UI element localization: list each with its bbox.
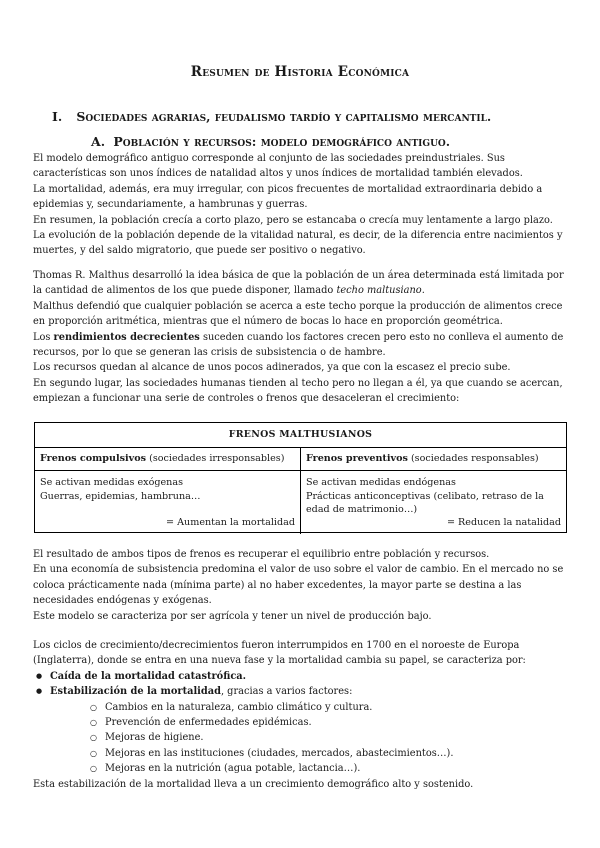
section-title: Sociedades agrarias, feudalismo tardío y capitalismo mercantil. bbox=[76, 109, 492, 124]
techo-maltusiano-term: techo maltusiano bbox=[336, 285, 422, 297]
cell-frenos-compulsivos bbox=[35, 471, 300, 534]
rendimientos-term: rendimientos decrecientes bbox=[53, 331, 200, 343]
body-paragraph: El resultado de ambos tipos de frenos es recuperar el equilibrio entre población y recursos. bbox=[33, 549, 490, 560]
malthus-paragraph: Malthus defendió que cualquier población se acerca a este techo porque la producción de alimentos crece en proporción aritmética, mientras que el número de bocas lo hace en proporción geométrica. bbox=[33, 300, 563, 328]
intro-paragraph: La mortalidad, además, era muy irregular, con picos frecuentes de mortalidad extraordinaria debido a epidemias y, secundariamente, a hambrunas y guerras. bbox=[33, 183, 543, 211]
malthus-paragraph: En segundo lugar, las sociedades humanas tienden al techo pero no llegan a él, ya que cuando se acercan, empiezan a funcionar una serie de controles o frenos que desaceleran el crecimiento: bbox=[33, 377, 563, 405]
sub-list-item: ○ Cambios en la naturaleza, cambio climático y cultura. bbox=[50, 700, 569, 715]
malthus-paragraph: Los recursos quedan al alcance de unos pocos adinerados, ya que con la escasez el precio sube. bbox=[33, 362, 511, 374]
cell-line: Prácticas anticonceptivas (celibato, retraso de la edad de matrimonio…) bbox=[306, 490, 544, 515]
cycles-block bbox=[33, 638, 569, 792]
factors-list bbox=[50, 700, 569, 777]
sub-list-item: ○ Mejoras en las instituciones (ciudades, mercados, abastecimientos…). bbox=[50, 746, 569, 761]
intro-block bbox=[33, 151, 569, 259]
rendimientos-paragraph: Los rendimientos decrecientes suceden cuando los factores crecen pero esto no conlleva el aumento de recursos, por lo que se generan las crisis de subsistencia o de hambre. bbox=[33, 331, 564, 359]
section-number: I. bbox=[52, 109, 63, 124]
intro-paragraph: El modelo demográfico antiguo corresponde al conjunto de las sociedades preindustriales. Sus características son unos índices de natalidad altos y unos índices de mortalidad también elevados. bbox=[33, 153, 523, 180]
list-item: ● Estabilización de la mortalidad, gracias a varios factores: ○ Cambios en la naturaleza, cambio climático y cultura. ○ Prevención de enfermedades epidémicas. ○ Mejoras de higiene. ○ Mejoras en las instituciones (ciudades, mercados, abastecimientos…). ○ Mejoras en la nutrición (agua potable, lactancia…). bbox=[33, 684, 569, 776]
cell-frenos-preventivos bbox=[300, 471, 566, 534]
characteristics-list bbox=[33, 669, 569, 777]
closing-paragraph: Esta estabilización de la mortalidad lleva a un crecimiento demográfico alto y sostenido. bbox=[33, 778, 474, 790]
document-title: Resumen de Historia Económica bbox=[190, 64, 410, 80]
cell-line: Guerras, epidemias, hambruna… bbox=[40, 490, 201, 502]
body-paragraph: En una economía de subsistencia predomina el valor de uso sobre el valor de cambio. En el mercado no se coloca prácticamente nada (mínima parte) al no haber excedentes, la mayor parte se destina a las necesidades endógenas y exógenas. bbox=[33, 564, 564, 607]
after-table-block bbox=[33, 547, 569, 624]
intro-paragraph: La evolución de la población depende de la vitalidad natural, es decir, de la diferencia entre nacimientos y muertes, y del saldo migratorio, que puede ser positivo o negativo. bbox=[33, 230, 563, 257]
sub-list-item: ○ Prevención de enfermedades epidémicas. bbox=[50, 715, 569, 730]
sub-list-item: ○ Mejoras de higiene. bbox=[50, 730, 569, 745]
header-frenos-preventivos: Frenos preventivos (sociedades responsables) bbox=[300, 448, 566, 470]
frenos-table bbox=[34, 422, 567, 533]
cycles-intro: Los ciclos de crecimiento/decrecimientos fueron interrumpidos en 1700 en el noroeste de Europa (Inglaterra), donde se entra en una nueva fase y la mortalidad cambia su papel, se caracteriza por: bbox=[33, 640, 526, 667]
cell-result: = Reducen la natalidad bbox=[446, 516, 561, 528]
list-item: ● Caída de la mortalidad catastrófica. bbox=[33, 669, 569, 684]
intro-paragraph: En resumen, la población crecía a corto plazo, pero se estancaba o crecía muy lentamente a largo plazo. bbox=[33, 214, 553, 226]
cell-line: Se activan medidas exógenas bbox=[40, 477, 184, 488]
table-body-row bbox=[35, 471, 566, 534]
malthus-paragraph: Thomas R. Malthus desarrolló la idea básica de que la población de un área determinada está limitada por la cantidad de alimentos de los que puede disponer, llamado techo maltusiano. bbox=[33, 270, 564, 297]
cell-result: = Aumentan la mortalidad bbox=[166, 516, 295, 528]
subsection-number: A. bbox=[91, 134, 106, 149]
header-frenos-compulsivos: Frenos compulsivos (sociedades irresponsables) bbox=[40, 453, 285, 464]
sub-list-item: ○ Mejoras en la nutrición (agua potable, lactancia…). bbox=[50, 761, 569, 776]
table-title: FRENOS MALTHUSIANOS bbox=[35, 423, 566, 448]
body-paragraph: Este modelo se caracteriza por ser agrícola y tener un nivel de producción bajo. bbox=[33, 610, 432, 622]
subsection-heading bbox=[91, 134, 450, 149]
subsection-title: Población y recursos: modelo demográfico antiguo. bbox=[113, 134, 451, 149]
malthus-block bbox=[33, 268, 569, 407]
table-header-row bbox=[35, 448, 566, 471]
section-heading bbox=[52, 109, 491, 124]
cell-line: Se activan medidas endógenas bbox=[306, 477, 456, 488]
